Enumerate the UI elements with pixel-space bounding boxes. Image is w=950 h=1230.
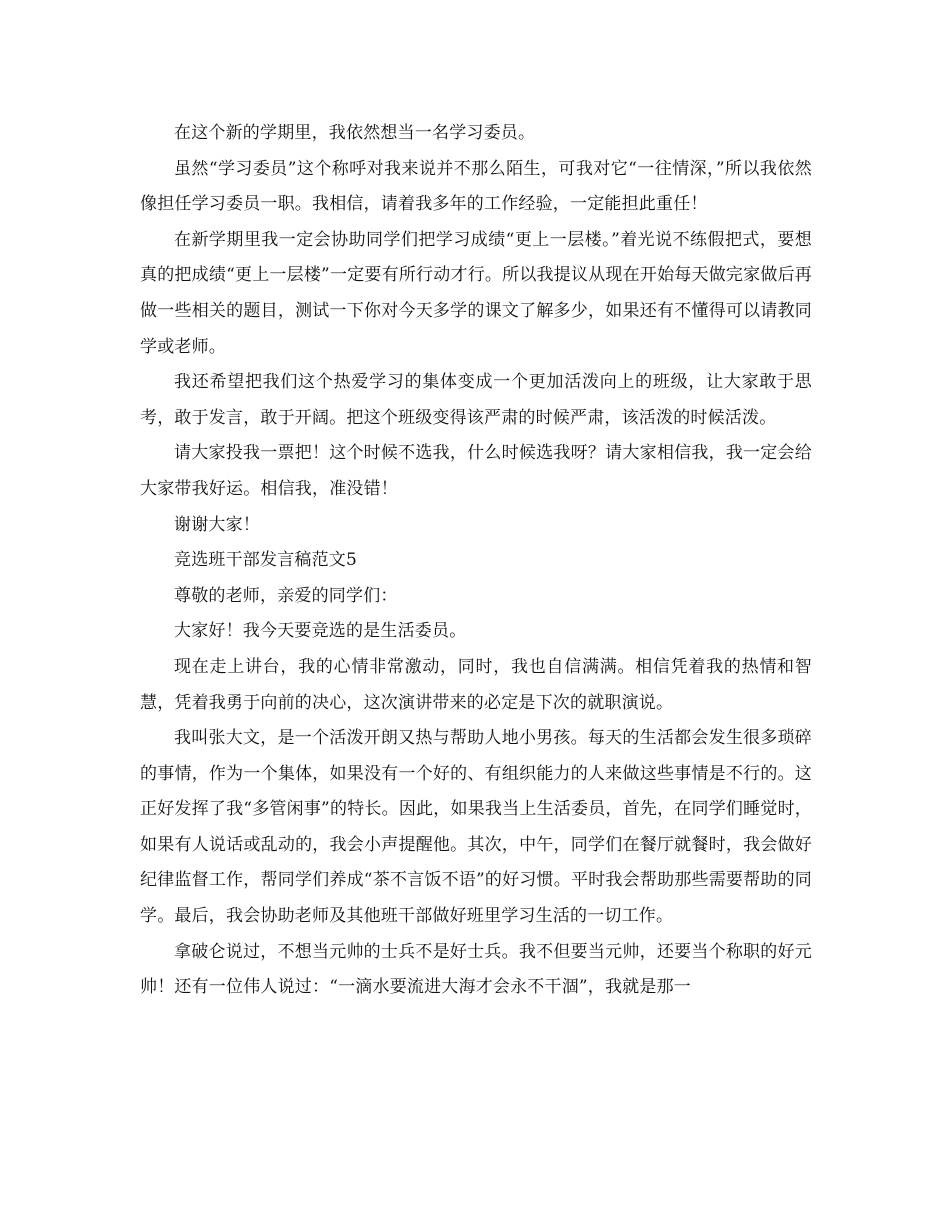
paragraph-3: 在新学期里我一定会协助同学们把学习成绩“更上一层楼。”着光说不练假把式，要想真的把成绩“更上一层楼”一定要有所行动才行。所以我提议从现在开始每天做完家做后再做一些相关的题目，测试一下你对今天多学的课文了解多少，如果还有不懂得可以请教同学或老师。 [140, 229, 812, 357]
document-body [140, 116, 812, 1006]
paragraph-2: 虽然“学习委员”这个称呼对我来说并不那么陌生，可我对它“一往情深，”所以我依然像担任学习委员一职。我相信，请着我多年的工作经验，一定能担此重任！ [140, 158, 812, 215]
section-heading: 竞选班干部发言稿范文5 [174, 550, 358, 571]
paragraph-9: 大家好！我今天要竞选的是生活委员。 [174, 621, 467, 642]
paragraph-1: 在这个新的学期里，我依然想当一名学习委员。 [174, 123, 536, 143]
paragraph-12: 拿破仑说过，不想当元帅的士兵不是好士兵。我不但要当元帅，还要当个称职的好元帅！还有一位伟人说过：“一滴水要流进大海才会永不干涸”，我就是那一 [140, 941, 812, 998]
paragraph-4: 我还希望把我们这个热爱学习的集体变成一个更加活泼向上的班级，让大家敢于思考，敢于发言，敢于开阔。把这个班级变得该严肃的时候严肃，该活泼的时候活泼。 [140, 372, 812, 428]
salutation: 尊敬的老师，亲爱的同学们： [174, 585, 398, 606]
paragraph-6: 谢谢大家！ [174, 514, 260, 535]
paragraph-5: 请大家投我一票把！这个时候不选我，什么时候选我呀？请大家相信我，我一定会给大家带我好运。相信我，准没错！ [140, 443, 812, 499]
paragraph-10: 现在走上讲台，我的心情非常激动，同时，我也自信满满。相信凭着我的热情和智慧，凭着我勇于向前的决心，这次演讲带来的必定是下次的就职演说。 [140, 656, 812, 713]
paragraph-11: 我叫张大文，是一个活泼开朗又热与帮助人地小男孩。每天的生活都会发生很多琐碎的事情，作为一个集体，如果没有一个好的、有组织能力的人来做这些事情是不行的。这正好发挥了我“多管闲事”的特长。因此，如果我当上生活委员，首先，在同学们睡觉时，如果有人说话或乱动的，我会小声提醒他。其次，中午，同学们在餐厅就餐时，我会做好纪律监督工作，帮同学们养成“茶不言饭不语”的好习惯。平时我会帮助那些需要帮助的同学。最后，我会协助老师及其他班干部做好班里学习生活的一切工作。 [140, 728, 812, 927]
